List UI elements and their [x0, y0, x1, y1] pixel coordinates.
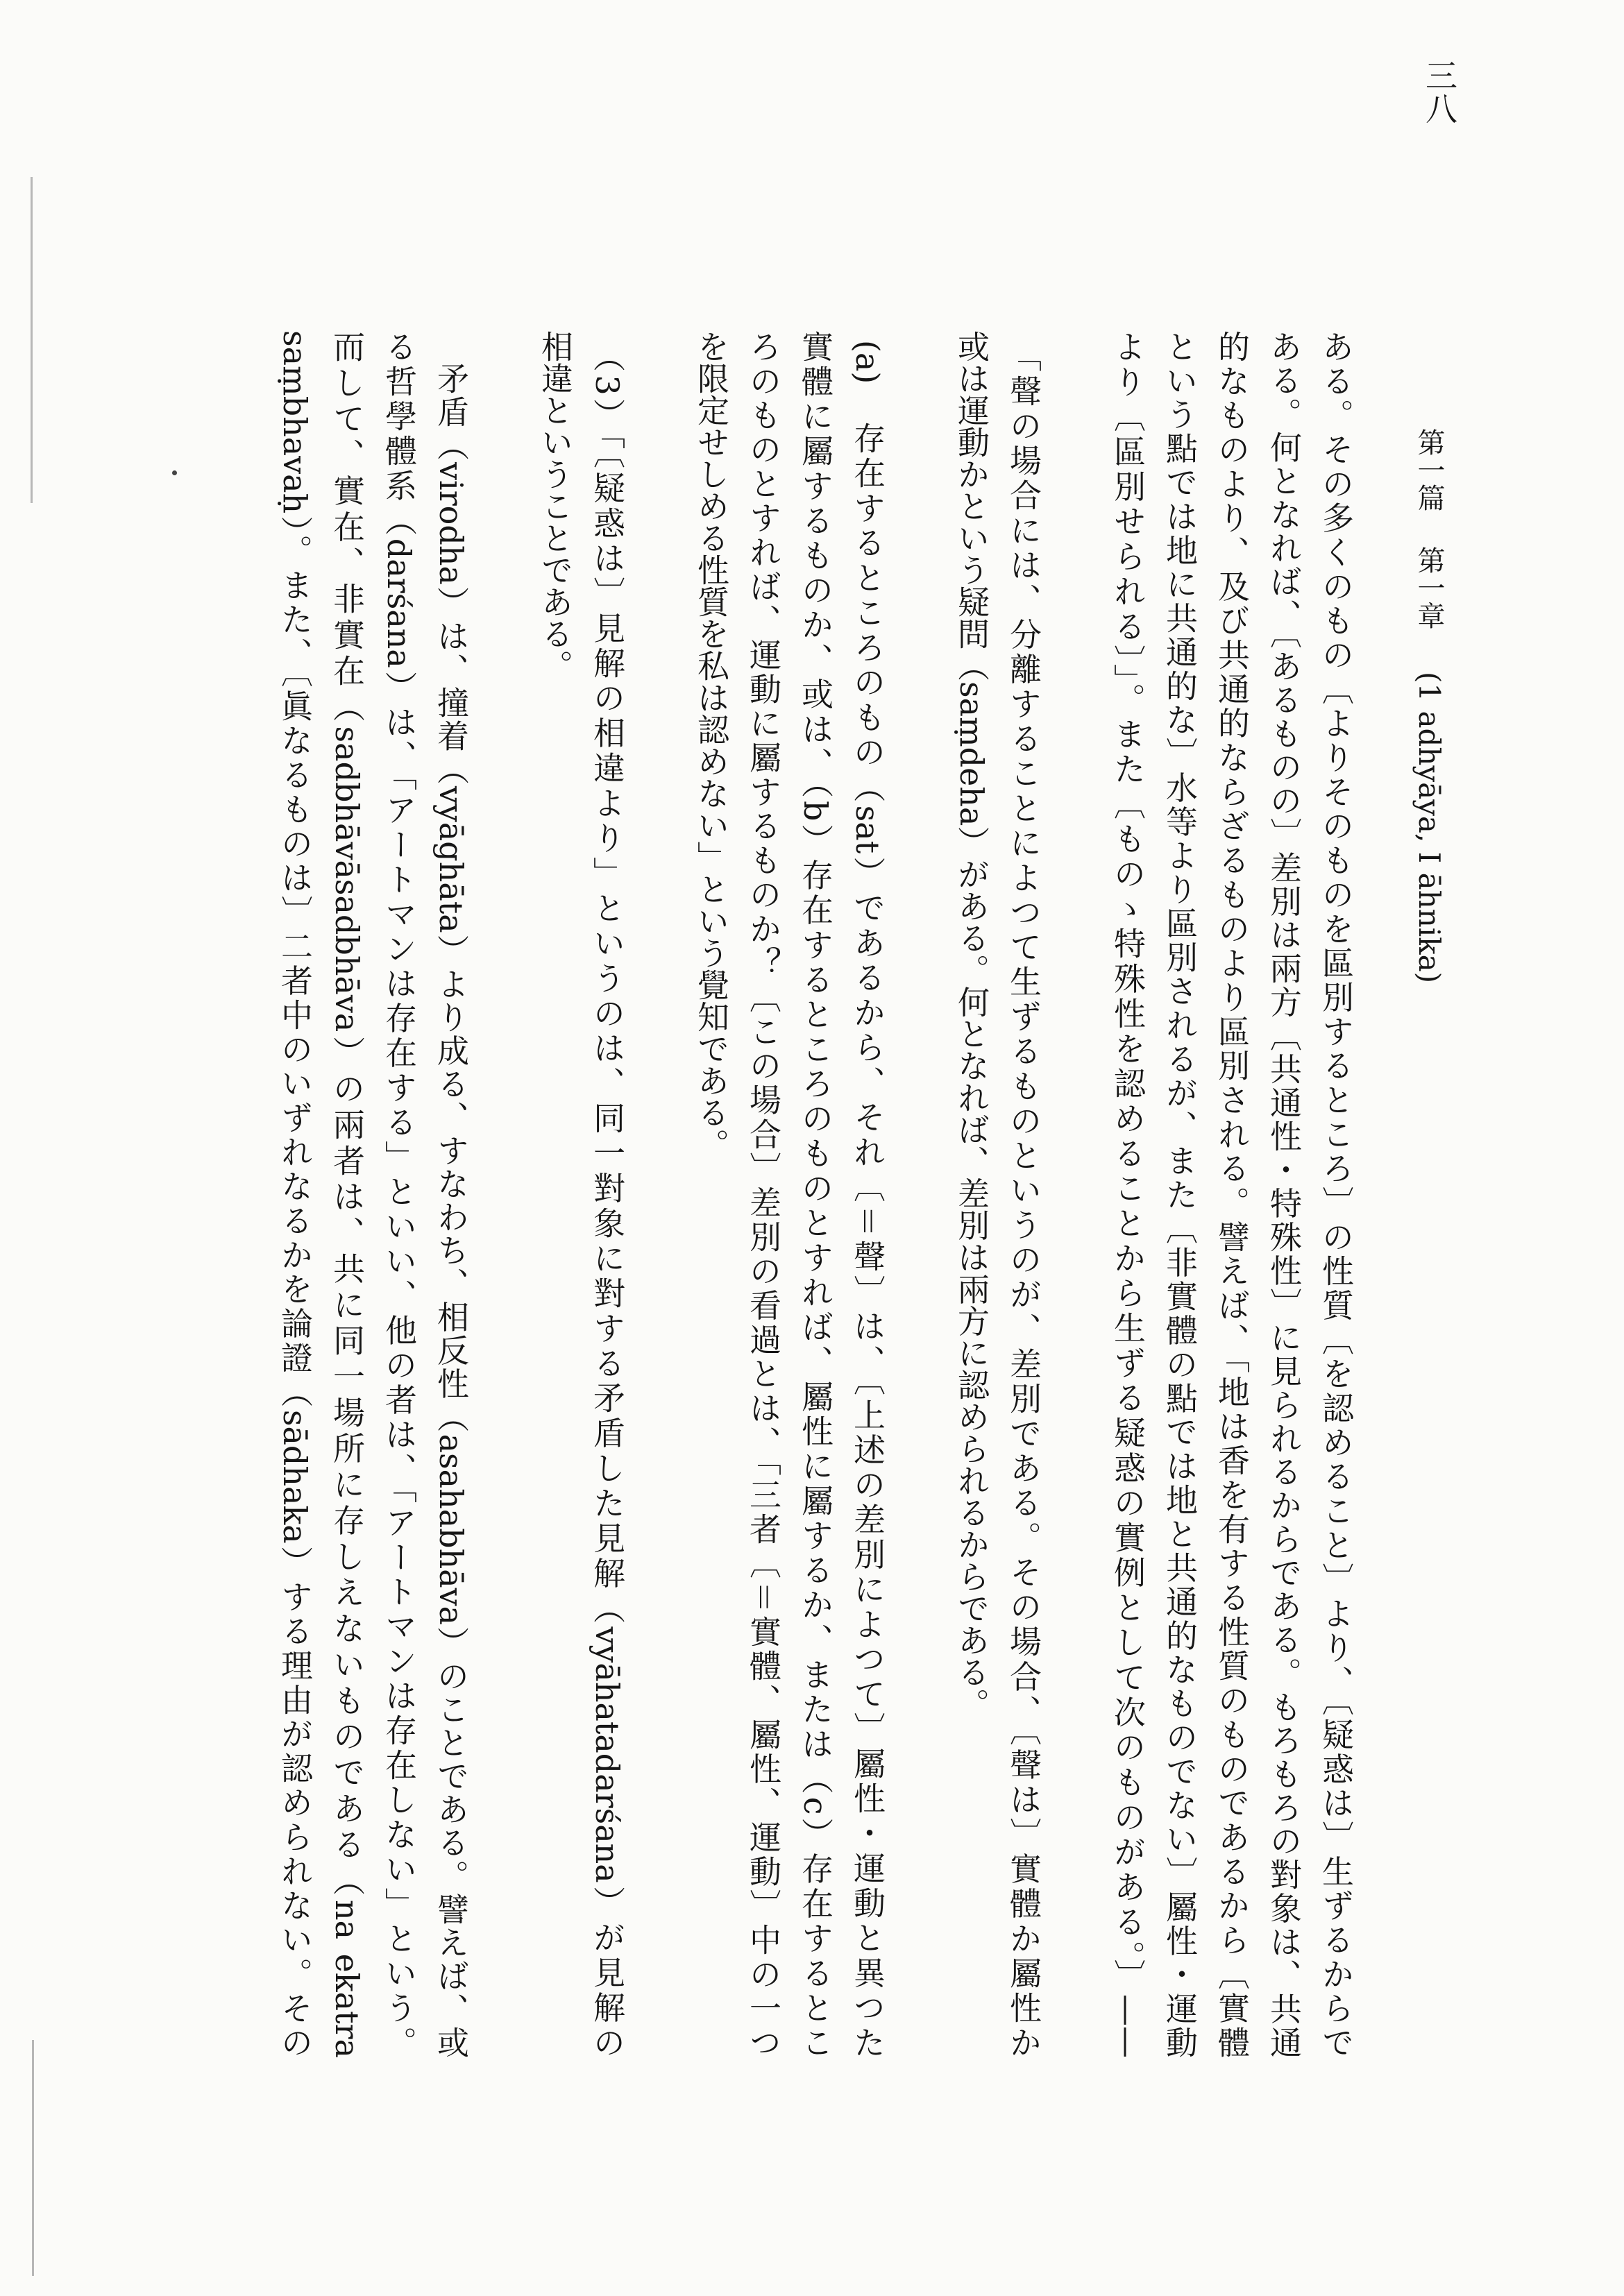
text-column: (a) 存在するところのもの（sat）であるから、それ〔＝聲〕は、〔上述の差別によつて〕屬性・運動と異つた	[849, 340, 886, 2058]
text-column: 而して、實在、非實在（sadbhāvāsadbhāva）の兩者は、共に同一場所に存しえないものである（na ekatra	[328, 330, 366, 2058]
text-column: 實體に屬するものか、或は、（b）存在するところのものとすれば、屬性に屬するか、または（c）存在するとこ	[797, 330, 834, 2058]
text-column: 相違ということである。	[536, 330, 574, 681]
scan-edge-line	[31, 177, 33, 503]
scan-speck	[172, 470, 177, 475]
text-column: 或は運動かという疑問（saṃdeha）がある。何となれば、差別は兩方に認められるからである。	[953, 330, 990, 1720]
scan-edge-line	[32, 2040, 34, 2276]
text-column: を限定せしめる性質を私は認めない」という覺知である。	[693, 330, 730, 1160]
text-column: という點では地に共通的な〕水等より區別されるが、また〔非實體の點では地と共通的なものでない〕屬性・運動	[1161, 330, 1199, 2059]
text-column: saṃbhavaḥ）。また、〔眞なるものは〕二者中のいずれなるかを論證（sādhaka）する理由が認められない。その	[276, 330, 314, 2058]
text-column: ろのものとすれば、運動に屬するものか？〔この場合〕差別の看過とは、「三者〔＝實體、屬性、運動〕中の一つ	[745, 330, 782, 2058]
text-column: 「聲の場合には、分離することによつて生ずるものというのが、差別である。その場合、〔聲は〕實體か屬性か	[1005, 340, 1042, 2059]
running-head-section: (1 adhyāya, I āhnika)	[1412, 672, 1446, 984]
text-column: より〔區別せられる〕」。また〔ものゝ特殊性を認めることから生ずる疑惑の實例として次のものがある。〕——	[1109, 330, 1147, 2058]
text-column: 矛盾（virodha）は、撞着（vyāghāta）より成る、すなわち、相反性（asahabhāva）のことである。譬えば、或	[432, 362, 470, 2058]
running-head-part: 第一篇	[1413, 428, 1445, 511]
running-head-chapter: 第一章	[1413, 546, 1445, 629]
text-column: 的なものより、及び共通的ならざるものより區別される。譬えば、「地は香を有する性質のものであるから〔實體	[1213, 330, 1251, 2058]
text-column: （3）「〔疑惑は〕見解の相違より」というのは、同一對象に對する矛盾した見解（vyāhatadarśana）が見解の	[589, 340, 626, 2058]
text-column: ある。何となれば、〔あるものの〕差別は兩方〔共通性・特殊性〕に見られるからである。もろもろの對象は、共通	[1265, 330, 1303, 2058]
page-number: 三八	[1421, 59, 1458, 126]
text-column: ある。その多くのもの〔よりそのものを區別するところ〕の性質〔を認めること〕より、〔疑惑は〕生ずるからで	[1317, 330, 1355, 2058]
text-column: る哲學體系（darśana）は、「アートマンは存在する」といい、他の者は、「アートマンは存在しない」という。	[380, 330, 418, 2058]
